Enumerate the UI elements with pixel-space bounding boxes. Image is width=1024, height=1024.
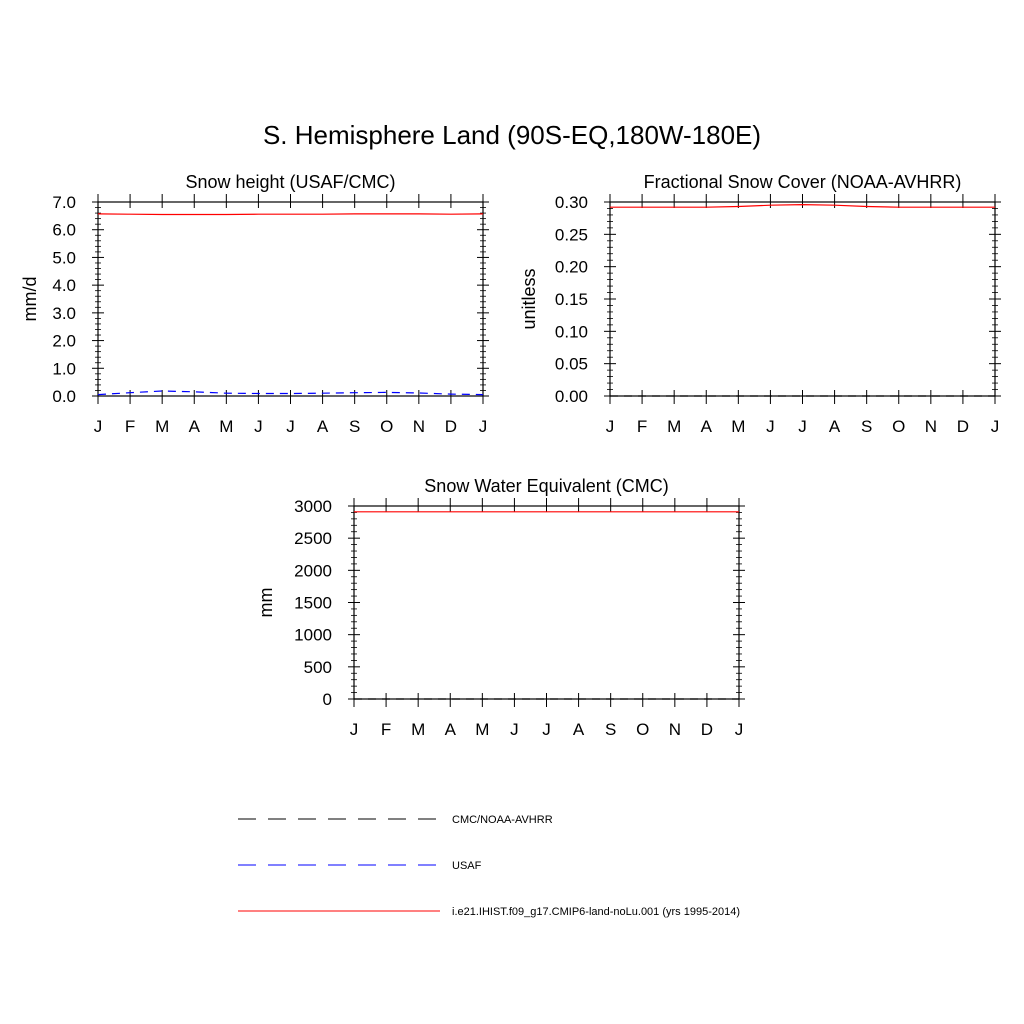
series-line <box>98 214 483 215</box>
x-tick-label: J <box>990 417 1000 436</box>
x-tick-label: N <box>412 417 425 436</box>
x-tick-label: A <box>828 417 841 436</box>
y-tick-label: 1000 <box>294 625 332 645</box>
x-tick-label: O <box>380 417 394 436</box>
legend-label: i.e21.IHIST.f09_g17.CMIP6-land-noLu.001 (yrs 1995-2014) <box>452 906 741 918</box>
y-tick-label: 0.05 <box>554 354 588 374</box>
y-tick-label: 0.10 <box>554 322 588 342</box>
x-tick-label: J <box>510 720 519 739</box>
x-tick-label: F <box>124 417 136 436</box>
y-tick-label: 0.20 <box>554 257 588 277</box>
y-tick-label: 0.00 <box>554 387 588 406</box>
x-tick-label: O <box>636 720 650 739</box>
y-tick-label: 6.0 <box>52 220 76 240</box>
y-tick-label: 4.0 <box>52 276 76 296</box>
x-tick-label: M <box>411 720 426 739</box>
y-tick-label: 1.0 <box>52 359 76 379</box>
x-tick-label: J <box>542 720 551 739</box>
y-tick-label: 3.0 <box>52 303 76 323</box>
y-tick-label: 2000 <box>294 561 332 581</box>
x-tick-label: O <box>892 417 906 436</box>
x-tick-label: M <box>731 417 746 436</box>
x-tick-label: J <box>734 720 744 739</box>
y-tick-label: 500 <box>303 657 332 677</box>
x-tick-label: M <box>219 417 234 436</box>
panel-title: Snow Water Equivalent (CMC) <box>424 476 669 496</box>
x-tick-label: F <box>636 417 648 436</box>
y-tick-label: 1500 <box>294 593 332 613</box>
x-tick-label: A <box>572 720 585 739</box>
x-tick-label: N <box>924 417 937 436</box>
x-tick-label: S <box>348 417 361 436</box>
x-tick-label: J <box>286 417 295 436</box>
y-tick-label: 3000 <box>294 497 332 516</box>
y-tick-label: 0.0 <box>52 387 76 406</box>
x-tick-label: F <box>380 720 392 739</box>
y-axis-label: mm/d <box>20 276 40 322</box>
x-tick-label: J <box>254 417 263 436</box>
panel-title: Snow height (USAF/CMC) <box>185 172 396 192</box>
x-tick-label: J <box>798 417 807 436</box>
x-tick-label: S <box>604 720 617 739</box>
x-tick-label: D <box>700 720 714 739</box>
y-tick-label: 0.30 <box>554 193 588 212</box>
legend <box>238 814 740 918</box>
plot-frame <box>354 506 739 699</box>
chart-panel-3 <box>256 476 745 739</box>
figure-title: S. Hemisphere Land (90S-EQ,180W-180E) <box>262 120 762 150</box>
y-tick-label: 2.0 <box>52 331 76 351</box>
legend-label: USAF <box>452 860 482 872</box>
chart-panel-1 <box>20 172 489 436</box>
x-tick-label: M <box>475 720 490 739</box>
x-tick-label: A <box>700 417 712 436</box>
plot-frame <box>610 202 995 396</box>
x-tick-label: M <box>155 417 170 436</box>
y-tick-label: 2500 <box>294 529 332 549</box>
x-tick-label: A <box>316 417 329 436</box>
x-tick-label: S <box>860 417 873 436</box>
x-tick-label: D <box>956 417 970 436</box>
y-tick-label: 0.25 <box>554 225 588 245</box>
x-tick-label: D <box>444 417 458 436</box>
y-tick-label: 0 <box>322 690 332 709</box>
y-tick-label: 0.15 <box>554 290 588 309</box>
x-tick-label: A <box>444 720 456 739</box>
x-tick-label: J <box>349 720 359 739</box>
plot-frame <box>98 202 483 396</box>
x-tick-label: J <box>605 417 615 436</box>
x-tick-label: A <box>188 417 200 436</box>
x-tick-label: J <box>766 417 775 436</box>
legend-label: CMC/NOAA-AVHRR <box>452 814 553 826</box>
y-axis-label: mm <box>256 587 276 618</box>
y-axis-label: unitless <box>519 268 539 330</box>
x-tick-label: J <box>93 417 103 436</box>
y-tick-label: 7.0 <box>52 193 76 212</box>
x-tick-label: N <box>668 720 681 739</box>
panel-title: Fractional Snow Cover (NOAA-AVHRR) <box>643 172 962 192</box>
chart-panel-2 <box>519 172 1001 436</box>
x-tick-label: M <box>667 417 682 436</box>
x-tick-label: J <box>478 417 488 436</box>
y-tick-label: 5.0 <box>52 248 76 268</box>
